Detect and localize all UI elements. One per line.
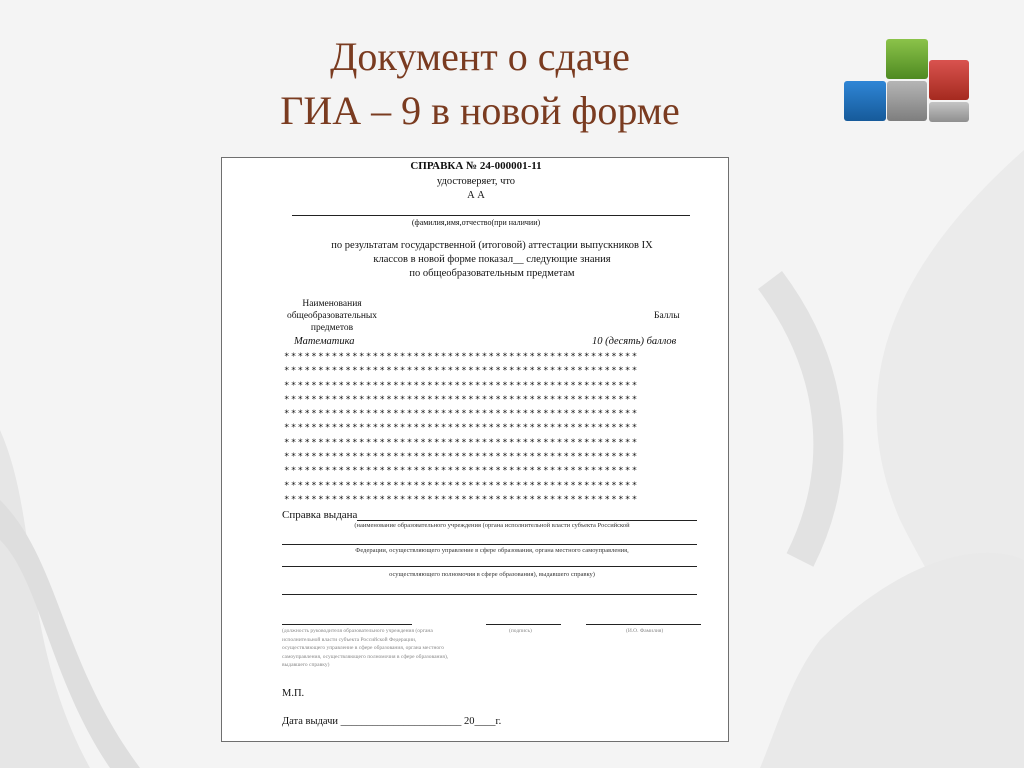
star-row: **************************************************** bbox=[284, 394, 639, 405]
name-underline bbox=[292, 215, 690, 216]
issued-caption-2: Федерации, осуществляющего управление в сфере образования, органа местного самоуправления, bbox=[355, 547, 629, 554]
logo bbox=[843, 37, 973, 125]
issued-line-4 bbox=[282, 594, 697, 595]
star-row: **************************************************** bbox=[284, 452, 639, 463]
position-signature-line bbox=[282, 624, 412, 625]
issued-caption-3: осуществляющего полномочия в сфере образования), выдавшего справку) bbox=[389, 571, 595, 578]
signature-caption: (подпись) bbox=[509, 628, 532, 634]
issued-line-1 bbox=[357, 520, 697, 521]
certifies-text: удостоверяет, что bbox=[436, 176, 516, 187]
result-line-1: по результатам государственной (итоговой) аттестации выпускников IX bbox=[331, 240, 653, 251]
certificate-document bbox=[221, 157, 729, 742]
logo-red-square bbox=[929, 60, 969, 100]
col-subject-line2: общеобразовательных bbox=[286, 311, 378, 321]
issued-line-2 bbox=[282, 544, 697, 545]
name-caption-sig: (И.О. Фамилия) bbox=[626, 628, 664, 634]
logo-gray-square bbox=[887, 81, 927, 121]
star-row: **************************************************** bbox=[284, 494, 639, 505]
star-row: **************************************************** bbox=[284, 466, 639, 477]
stamp-label: М.П. bbox=[282, 688, 305, 699]
subject-value: Математика bbox=[294, 336, 355, 347]
logo-blue-square bbox=[844, 81, 886, 121]
name-value: А А bbox=[467, 190, 485, 201]
star-row: **************************************************** bbox=[284, 409, 639, 420]
star-row: **************************************************** bbox=[284, 423, 639, 434]
col-subject-line1: Наименования bbox=[302, 299, 362, 309]
issue-date: Дата выдачи _______________________ 20____г. bbox=[282, 716, 502, 727]
issued-caption-1: (наименование образовательного учреждения (органа исполнительной власти субъекта Российской bbox=[354, 522, 630, 529]
score-value: 10 (десять) баллов bbox=[592, 336, 677, 347]
result-line-3: по общеобразовательным предметам bbox=[409, 268, 575, 279]
star-row: **************************************************** bbox=[284, 437, 639, 448]
col-subject-line3: предметов bbox=[310, 323, 354, 333]
slide-title bbox=[180, 30, 780, 138]
star-row: **************************************************** bbox=[284, 480, 639, 491]
star-row: **************************************************** bbox=[284, 380, 639, 391]
issued-line-3 bbox=[282, 566, 697, 567]
name-caption: (фамилия,имя,отчество(при наличии) bbox=[411, 218, 541, 227]
certificate-header: СПРАВКА № 24-000001-11 bbox=[410, 160, 542, 172]
star-filler-rows bbox=[284, 350, 704, 507]
position-caption: (должность руководителя образовательного учреждения (органа исполнительной власти субъекта Российской Федерации, осуществляющего управление в сфере образования, органа местного самоуправления, осуществляющего полномочия в сфере образования), выдавшего справку) bbox=[282, 628, 449, 668]
signature-line bbox=[486, 624, 561, 625]
col-score-header: Баллы bbox=[654, 311, 680, 321]
logo-green-square bbox=[886, 39, 928, 79]
result-line-2: классов в новой форме показал__ следующие знания bbox=[373, 254, 611, 265]
issued-label: Справка выдана bbox=[282, 509, 358, 521]
slide-title-line1: Документ о сдаче bbox=[330, 34, 630, 79]
name-signature-line bbox=[586, 624, 701, 625]
logo-small-gray-square bbox=[929, 102, 969, 122]
slide-title-line2: ГИА – 9 в новой форме bbox=[280, 88, 680, 133]
star-row: **************************************************** bbox=[284, 352, 639, 362]
star-row: **************************************************** bbox=[284, 366, 639, 377]
